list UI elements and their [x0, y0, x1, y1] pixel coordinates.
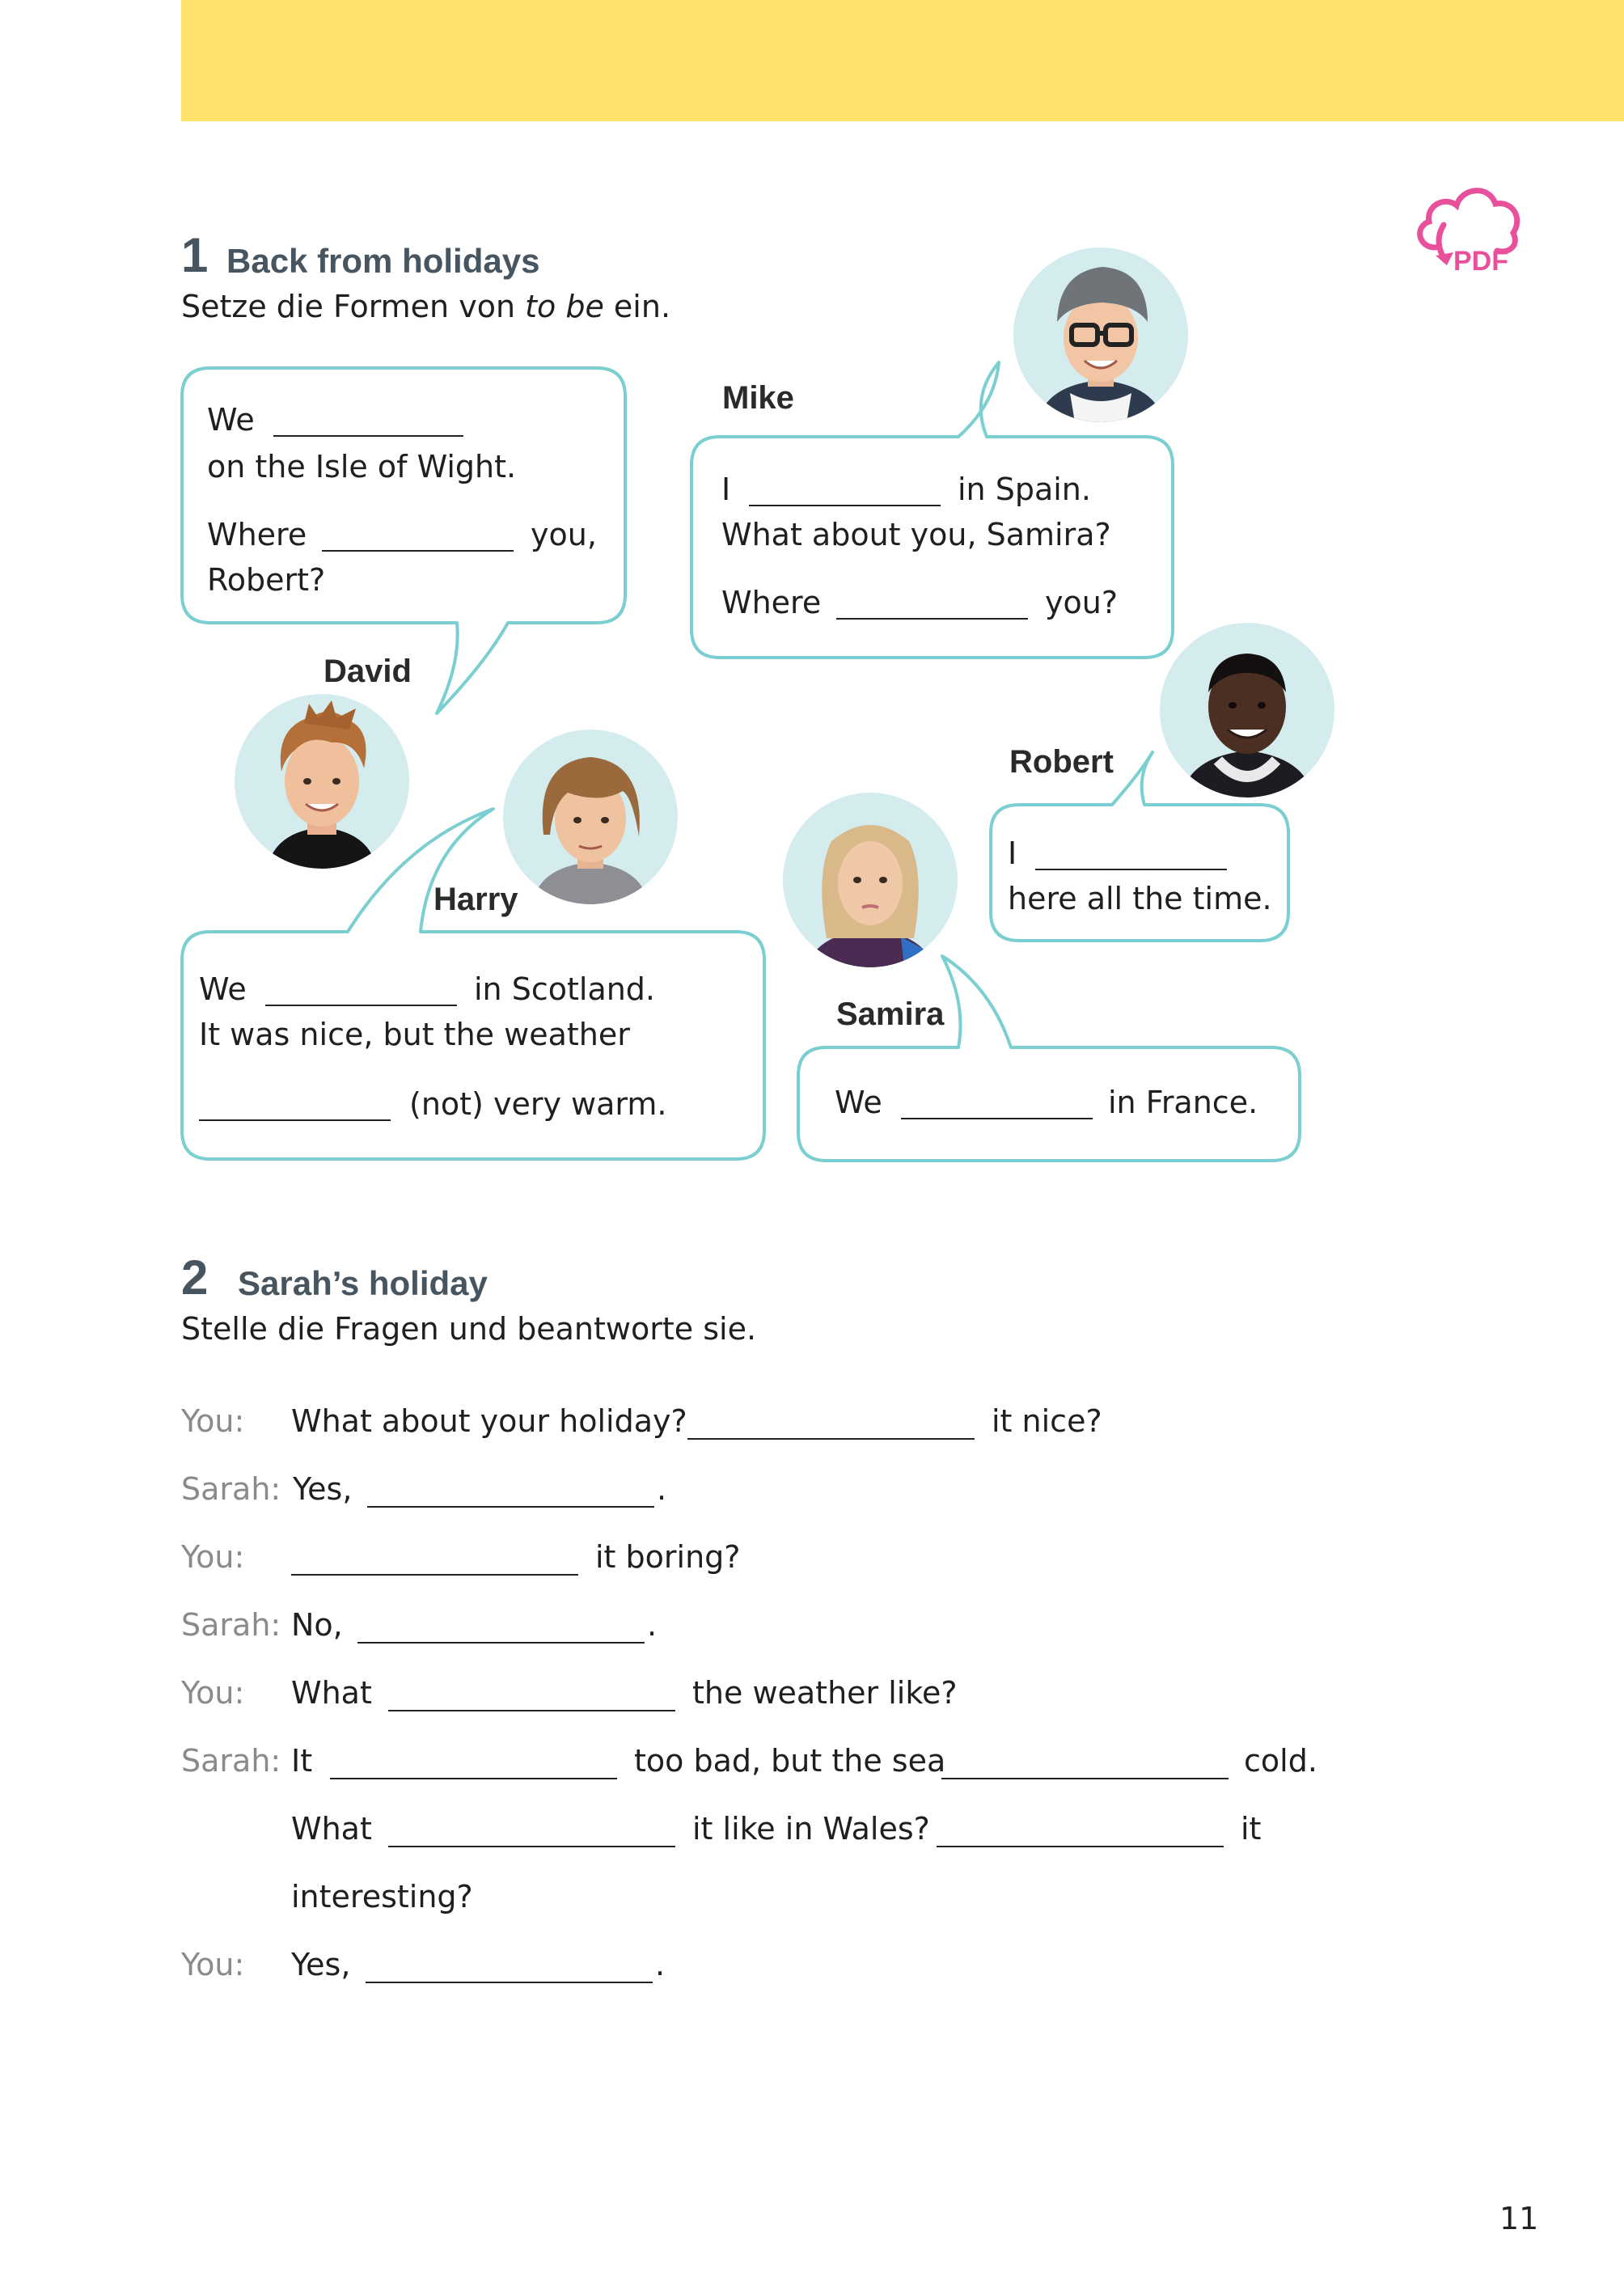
exercise-1-title: Back from holidays [226, 242, 540, 280]
answer-blank[interactable] [291, 1574, 578, 1576]
harry-name: Harry [433, 882, 518, 917]
answer-blank[interactable] [941, 1778, 1229, 1779]
answer-blank[interactable] [367, 1506, 654, 1508]
dialogue-text: Yes, [293, 1471, 353, 1507]
david-blank-2[interactable] [322, 550, 514, 552]
mike-blank-2[interactable] [836, 618, 1028, 620]
samira-avatar [783, 793, 958, 967]
harry-blank-2[interactable] [199, 1119, 391, 1121]
samira-blank-1[interactable] [901, 1118, 1093, 1119]
speaker-label: You: [181, 1947, 245, 1982]
dialogue-text: No, [291, 1607, 343, 1643]
mike-line3-where: Where [721, 585, 822, 620]
dialogue-text: It [291, 1743, 313, 1779]
dialogue-text: too bad, but the sea [634, 1743, 946, 1779]
mike-name: Mike [722, 380, 794, 416]
samira-bubble-outline [798, 956, 1300, 1161]
harry-avatar [503, 730, 678, 904]
speaker-label: You: [181, 1403, 245, 1439]
answer-blank[interactable] [388, 1846, 675, 1847]
dialogue-text: What [291, 1675, 372, 1711]
answer-blank[interactable] [687, 1438, 975, 1440]
robert-line2: here all the time. [1008, 881, 1272, 916]
mike-line1-i: I [721, 472, 731, 507]
dialogue-text: it nice? [992, 1403, 1102, 1439]
robert-blank-1[interactable] [1035, 869, 1227, 870]
harry-line2: It was nice, but the weather [199, 1017, 630, 1052]
dialogue-text: interesting? [291, 1879, 473, 1914]
answer-blank[interactable] [357, 1642, 645, 1644]
robert-line1-i: I [1008, 836, 1017, 871]
david-blank-1[interactable] [273, 435, 463, 437]
answer-blank[interactable] [330, 1778, 617, 1779]
speaker-label: Sarah: [181, 1471, 281, 1507]
dialogue-text: . [657, 1471, 667, 1507]
harry-line1-scotland: in Scotland. [474, 971, 656, 1007]
david-line2: on the Isle of Wight. [207, 449, 517, 484]
harry-blank-1[interactable] [265, 1005, 457, 1006]
mike-blank-1[interactable] [749, 505, 941, 506]
samira-name: Samira [836, 996, 945, 1032]
dialogue-text: What [291, 1811, 372, 1847]
robert-avatar [1160, 623, 1334, 797]
answer-blank[interactable] [366, 1982, 653, 1983]
david-line3-you: you, [531, 517, 597, 552]
samira-line1-we: We [835, 1085, 882, 1120]
dialogue-text: it boring? [595, 1539, 741, 1575]
page-number: 11 [1499, 2201, 1539, 2236]
mike-avatar [1013, 247, 1188, 422]
dialogue-text: What about your holiday? [291, 1403, 687, 1439]
david-avatar [235, 694, 409, 869]
speaker-label: You: [181, 1539, 245, 1575]
exercise-2-title: Sarah’s holiday [238, 1264, 488, 1302]
dialogue-text: Yes, [291, 1947, 351, 1982]
exercise-2-number: 2 [181, 1250, 209, 1305]
speaker-label: You: [181, 1675, 245, 1711]
dialogue-text: the weather like? [692, 1675, 958, 1711]
harry-line1-we: We [199, 971, 247, 1007]
speaker-label: Sarah: [181, 1607, 281, 1643]
answer-blank[interactable] [388, 1710, 675, 1711]
exercise-1-number: 1 [181, 228, 209, 282]
mike-line2: What about you, Samira? [721, 517, 1111, 552]
speaker-label: Sarah: [181, 1743, 281, 1779]
mike-line1-spain: in Spain. [958, 472, 1091, 507]
david-name: David [324, 654, 412, 689]
dialogue-text: it [1241, 1811, 1262, 1847]
answer-blank[interactable] [937, 1846, 1224, 1847]
exercise-2-instruction: Stelle die Fragen und beantworte sie. [181, 1311, 757, 1347]
dialogue-text: cold. [1244, 1743, 1317, 1779]
mike-line3-you: you? [1045, 585, 1118, 620]
pdf-label: PDF [1453, 246, 1508, 277]
david-line3-where: Where [207, 517, 307, 552]
dialogue-text: . [655, 1947, 666, 1982]
dialogue-text: it like in Wales? [692, 1811, 930, 1847]
david-line4: Robert? [207, 562, 326, 598]
harry-line3: (not) very warm. [409, 1086, 667, 1122]
samira-line1-france: in France. [1108, 1085, 1258, 1120]
exercise-1-instruction: Setze die Formen von to be ein. [181, 289, 671, 324]
dialogue-text: . [647, 1607, 658, 1643]
david-line1-we: We [207, 402, 255, 438]
robert-name: Robert [1009, 744, 1114, 780]
